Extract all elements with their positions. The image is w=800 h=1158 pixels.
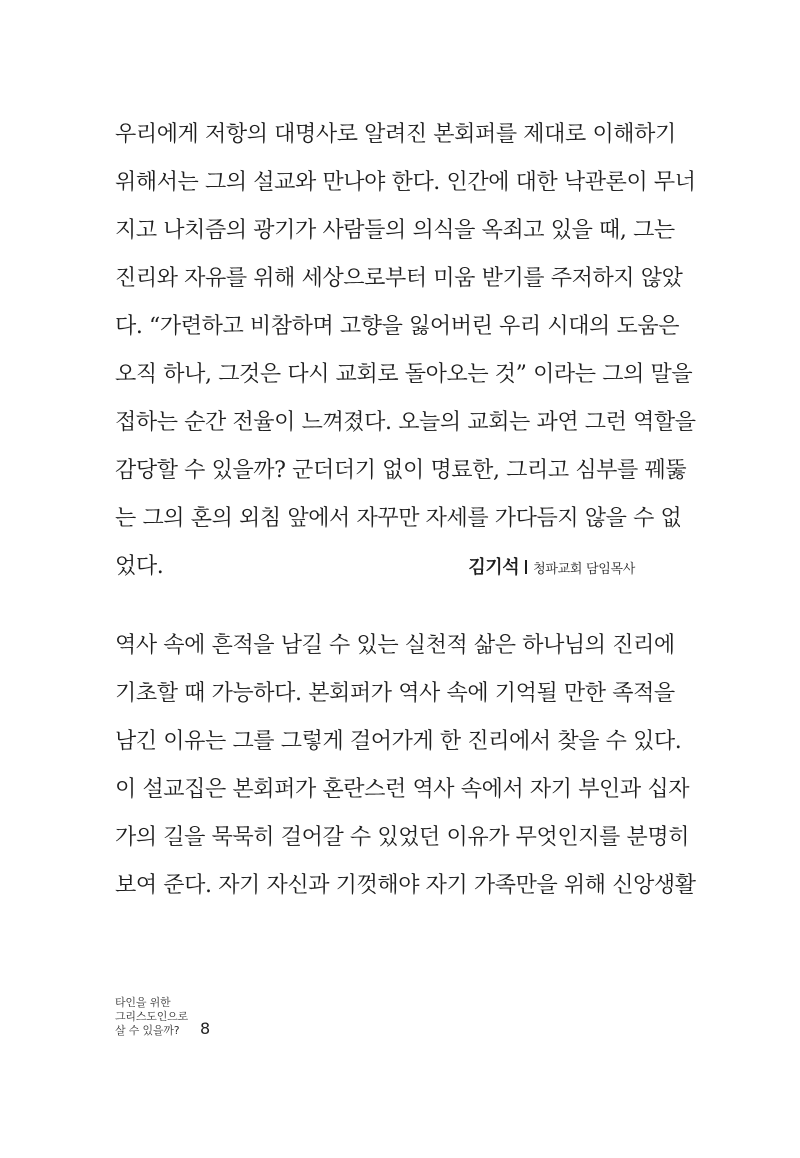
paragraph-line: 이 설교집은 본회퍼가 혼란스런 역사 속에서 자기 부인과 십자 bbox=[115, 777, 690, 802]
paragraph-line: 접하는 순간 전율이 느껴졌다. 오늘의 교회는 과연 그런 역할을 bbox=[115, 410, 696, 435]
paragraph-line: 다. “가련하고 비참하며 고향을 잃어버린 우리 시대의 도움은 bbox=[115, 314, 680, 339]
running-book-title bbox=[115, 996, 188, 1038]
endorsement-paragraph-1 bbox=[115, 111, 696, 591]
book-title-line: 그리스도인으로 bbox=[115, 1010, 188, 1023]
paragraph-line: 감당할 수 있을까? 군더더기 없이 명료한, 그리고 심부를 꿰뚫 bbox=[115, 458, 687, 483]
endorsement-paragraph-2 bbox=[115, 622, 696, 910]
paragraph-line: 보여 준다. 자기 자신과 기껏해야 자기 가족만을 위해 신앙생활 bbox=[115, 873, 696, 898]
paragraph-line: 위해서는 그의 설교와 만나야 한다. 인간에 대한 낙관론이 무너 bbox=[115, 170, 696, 195]
attribution-role: 청파교회 담임목사 bbox=[533, 562, 635, 577]
paragraph-line: 지고 나치즘의 광기가 사람들의 의식을 옥죄고 있을 때, 그는 bbox=[115, 218, 675, 243]
paragraph-last-line bbox=[115, 543, 635, 591]
paragraph-line-text: 었다. bbox=[115, 554, 164, 579]
book-title-line: 살 수 있을까? bbox=[115, 1024, 180, 1037]
paragraph-line: 진리와 자유를 위해 세상으로부터 미움 받기를 주저하지 않았 bbox=[115, 266, 683, 291]
paragraph-line: 가의 길을 묵묵히 걸어갈 수 있었던 이유가 무엇인지를 분명히 bbox=[115, 825, 690, 850]
paragraph-line: 는 그의 혼의 외침 앞에서 자꾸만 자세를 가다듬지 않을 수 없 bbox=[115, 506, 682, 531]
page-footer bbox=[115, 996, 210, 1038]
attribution bbox=[468, 543, 635, 591]
attribution-name: 김기석 bbox=[468, 557, 520, 578]
attribution-separator bbox=[525, 560, 527, 574]
paragraph-line: 우리에게 저항의 대명사로 알려진 본회퍼를 제대로 이해하기 bbox=[115, 122, 676, 147]
page-number: 8 bbox=[199, 1019, 211, 1038]
book-title-line: 타인을 위한 bbox=[115, 996, 171, 1009]
paragraph-line: 남긴 이유는 그를 그렇게 걸어가게 한 진리에서 찾을 수 있다. bbox=[115, 729, 682, 754]
paragraph-line: 기초할 때 가능하다. 본회퍼가 역사 속에 기억될 만한 족적을 bbox=[115, 681, 675, 706]
paragraph-line: 역사 속에 흔적을 남길 수 있는 실천적 삶은 하나님의 진리에 bbox=[115, 633, 675, 658]
paragraph-line: 오직 하나, 그것은 다시 교회로 돌아오는 것” 이라는 그의 말을 bbox=[115, 362, 693, 387]
